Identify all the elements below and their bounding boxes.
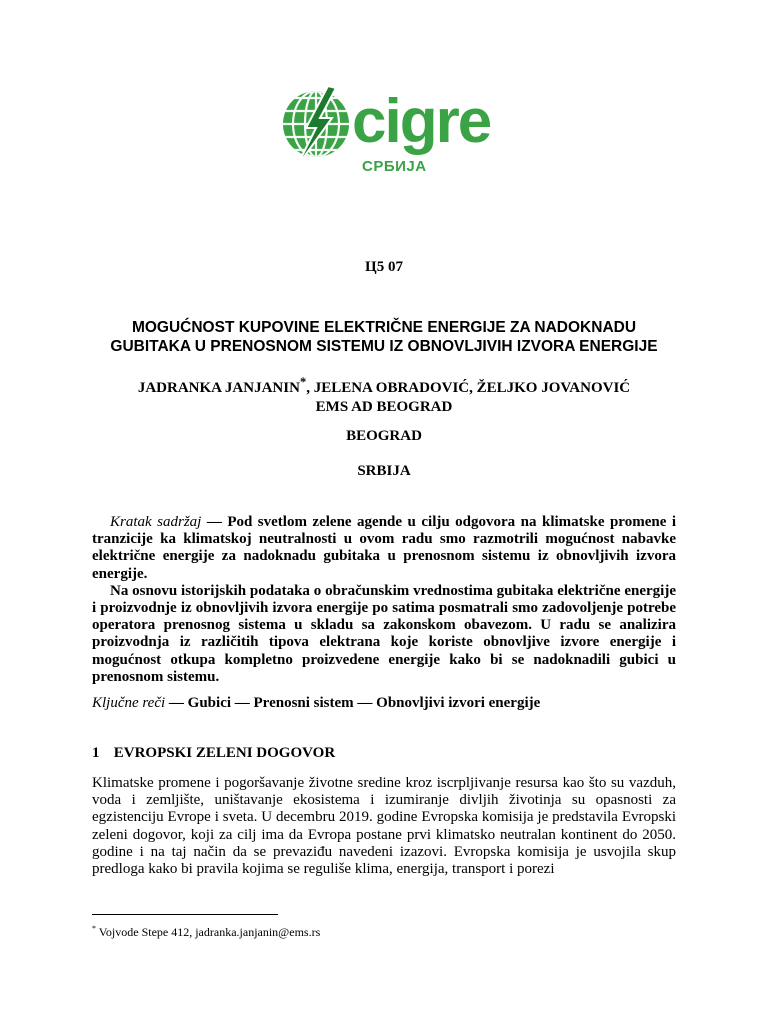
abstract bbox=[92, 514, 676, 686]
author-first: JADRANKA JANJANIN bbox=[137, 380, 300, 396]
logo-wordmark: cigre bbox=[352, 87, 491, 156]
section-number: 1 bbox=[92, 745, 100, 761]
keywords-items: — Gubici — Prenosni sistem — Obnovljivi izvori energije bbox=[168, 695, 541, 711]
abstract-dash: — bbox=[201, 514, 228, 530]
author-names bbox=[60, 373, 708, 398]
author-footnote-mark: * bbox=[299, 375, 307, 389]
footnote-mark: * bbox=[92, 924, 96, 933]
footnote-divider bbox=[92, 914, 278, 915]
country: SRBIJA bbox=[357, 463, 411, 479]
paper-title bbox=[60, 318, 708, 356]
title-line-2: GUBITAKA U PRENOSNOM SISTEMU IZ OBNOVLJIVIH IZVORA ENERGIJE bbox=[110, 338, 658, 355]
logo-subtitle: СРБИЈА bbox=[362, 158, 427, 175]
affiliation: EMS AD BEOGRAD bbox=[315, 399, 453, 415]
abstract-lead: Kratak sadržaj bbox=[110, 514, 202, 530]
footnote-text: Vojvode Stepe 412, jadranka.janjanin@ems.rs bbox=[96, 925, 321, 939]
paper-code: Ц5 07 bbox=[365, 259, 403, 275]
keywords bbox=[92, 695, 676, 712]
authors-block bbox=[60, 373, 708, 417]
keywords-lead: Ključne reči bbox=[92, 695, 166, 711]
author-others: , JELENA OBRADOVIĆ, ŽELJKO JOVANOVIĆ bbox=[306, 380, 631, 396]
abstract-paragraph-2: Na osnovu istorijskih podataka o obračunskim vrednostima gubitaka električne energije i proizvodnje iz obnovljivih izvora energije po satima posmatrali smo zadovoljenje potrebe operatora prenosnog sistema u skladu sa zakonskom obavezom. U radu se analizira proizvodnja iz različitih tipova elektrana koje koriste obnovljive izvore energije i mogućnost otkupa kompletno proizvedene energije kako bi se nadoknadili gubici u prenosnom sistemu. bbox=[92, 582, 676, 685]
cigre-logo bbox=[280, 84, 500, 178]
section-title: EVROPSKI ZELENI DOGOVOR bbox=[113, 745, 336, 761]
section-body bbox=[92, 775, 676, 878]
city: BEOGRAD bbox=[346, 428, 422, 444]
abstract-text-1: Pod svetlom zelene agende u cilju odgovora na klimatske promene i tranzicije ka klimatskoj neutralnosti u ovom radu smo razmotrili mogućnost nabavke električne energije za nadoknadu gubitaka u prenosnom sistemu iz obnovljivih izvora energije. bbox=[92, 514, 676, 582]
body-paragraph: Klimatske promene i pogoršavanje životne sredine kroz iscrpljivanje resursa kao što su vazduh, voda i zemljište, uništavanje ekosistema i izumiranje divljih životinja su opasnosti za egzistenciju Evrope i sveta. U decembru 2019. godine Evropska komisija je predstavila Evropski zeleni dogovor, koji za cilj ima da Evropa postane prvi klimatsko neutralan kontinent do 2050. godine i na taj način da se prevaziđu navedeni izazovi. Evropska komisija je usvojila skup predloga kako bi pravila kojima se reguliše klima, energija, transport i porezi bbox=[92, 775, 676, 878]
section-heading bbox=[92, 744, 335, 762]
globe-lightning-icon bbox=[280, 84, 352, 170]
footnote bbox=[92, 922, 320, 939]
title-line-1: MOGUĆNOST KUPOVINE ELEKTRIČNE ENERGIJE ZA NADOKNADU bbox=[131, 319, 637, 336]
abstract-paragraph-1 bbox=[92, 514, 676, 583]
